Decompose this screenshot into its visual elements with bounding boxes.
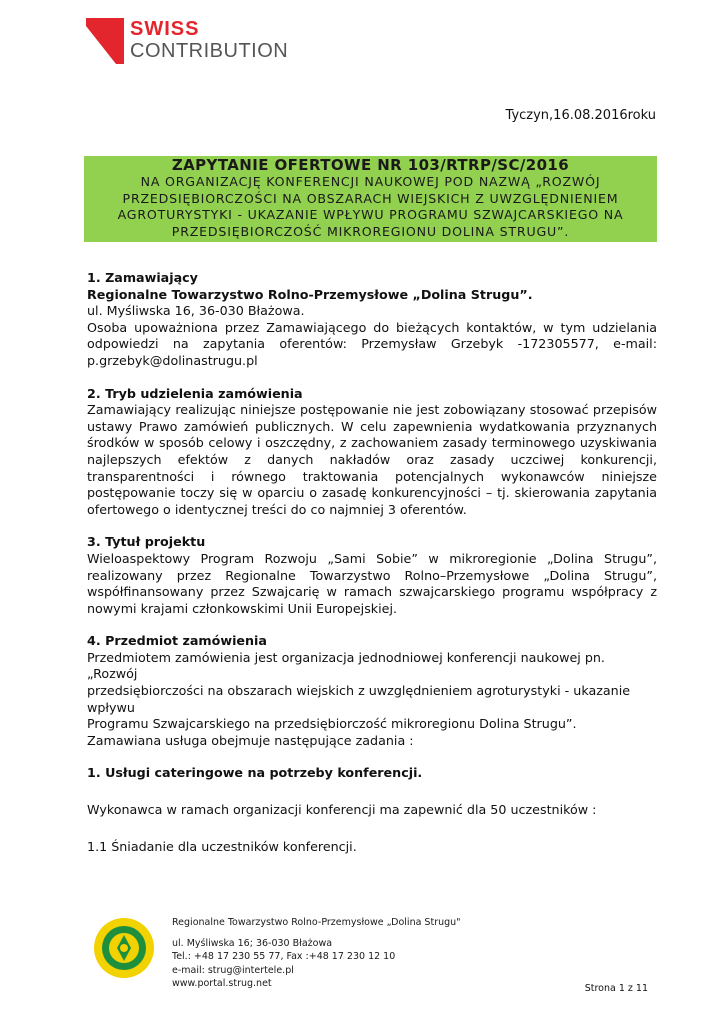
subtitle-line: AGROTURYSTYKI - UKAZANIE WPŁYWU PROGRAMU SZWAJCARSKIEGO NA: [117, 207, 624, 222]
footer-phone: Tel.: +48 17 230 55 77, Fax :+48 17 230 12 10: [172, 951, 396, 962]
section-heading-zamawiajacy: 1. Zamawiający: [87, 270, 198, 285]
document-date: Tyczyn,16.08.2016roku: [505, 108, 656, 123]
subtitle-line: PRZEDSIĘBIORCZOŚCI NA OBSZARACH WIEJSKICH Z UWZGLĘDNIENIEM: [122, 190, 619, 206]
page-number: Strona 1 z 11: [584, 983, 648, 994]
catering-heading: 1. Usługi cateringowe na potrzeby konferencji.: [87, 765, 423, 781]
footer-contact: [172, 916, 461, 991]
section-heading-tryb: 2. Tryb udzielenia zamówienia: [87, 385, 303, 401]
przedmiot-line: Programu Szwajcarskiego na przedsiębiorczość mikroregionu Dolina Strugu”.: [87, 716, 577, 732]
swiss-logo-mark-icon: [86, 18, 124, 64]
section-heading-tytul: 3. Tytuł projektu: [87, 534, 206, 550]
title-banner: [84, 156, 657, 242]
document-title: ZAPYTANIE OFERTOWE NR 103/RTRP/SC/2016: [171, 156, 570, 174]
logo-text-swiss: SWISS: [130, 18, 200, 40]
catering-intro: Wykonawca w ramach organizacji konferencji ma zapewnić dla 50 uczestników :: [87, 802, 597, 818]
przedmiot-line: przedsiębiorczości na obszarach wiejskich z uwzględnieniem agroturystyki - ukazanie wpływu: [87, 683, 631, 715]
footer-email: e-mail: strug@intertele.pl: [172, 964, 294, 976]
document-body: [87, 270, 657, 855]
catering-item: 1.1 Śniadanie dla uczestników konferencji.: [87, 838, 357, 854]
orderer-name: Regionalne Towarzystwo Rolno-Przemysłowe „Dolina Strugu”.: [87, 286, 533, 302]
tytul-paragraph: Wieloaspektowy Program Rozwoju „Sami Sobie” w mikroregionie „Dolina Strugu”, realizowany przez Regionalne Towarzystwo Rolno–Przemysłowe „Dolina Strugu”, współfinansowany przez Szwajcarię w ramach szwajcarskiego programu współpracy z nowymi krajami członkowskimi Unii Europejskiej.: [87, 550, 657, 616]
logo-text-contribution: CONTRIBUTION: [130, 40, 289, 62]
footer-web: www.portal.strug.net: [172, 978, 272, 989]
footer-org: Regionalne Towarzystwo Rolno-Przemysłowe „Dolina Strugu": [172, 917, 461, 928]
contact-paragraph: Osoba upoważniona przez Zamawiającego do bieżących kontaktów, w tym udzielania odpowiedzi na zapytania oferentów: Przemysław Grzebyk -172305577, e-mail: p.grzebyk@dolinastrugu.pl: [87, 319, 657, 368]
przedmiot-line: Przedmiotem zamówienia jest organizacja jednodniowej konferencji naukowej pn. „Rozwój: [87, 649, 605, 682]
dolina-strugu-logo-icon: [93, 917, 155, 979]
przedmiot-line: Zamawiana usługa obejmuje następujące zadania :: [87, 732, 414, 748]
section-heading-przedmiot: 4. Przedmiot zamówienia: [87, 633, 267, 649]
footer-address: ul. Myśliwska 16; 36-030 Błażowa: [172, 937, 333, 949]
orderer-address: ul. Myśliwska 16, 36-030 Błażowa.: [87, 303, 305, 319]
document-subtitle: [84, 174, 657, 240]
tryb-paragraph: Zamawiający realizując niniejsze postępowanie nie jest zobowiązany stosować przepisów ustawy Prawo zamówień publicznych. W celu zapewnienia wydatkowania przyznanych środków w sposób celowy i oszczędny, z zachowaniem zasady terminowego uzyskiwania najlepszych efektów z danych nakładów oraz zasady uczciwej konkurencji, transparentności i równego traktowania potencjalnych wykonawców niniejsze postępowanie toczy się w oparciu o zasadę konkurencyjności – tj. skierowania zapytania ofertowego o identycznej treści do co najmniej 3 oferentów.: [87, 402, 657, 517]
subtitle-line: PRZEDSIĘBIORCZOŚĆ MIKROREGIONU DOLINA STRUGU”.: [171, 223, 570, 239]
subtitle-line: NA ORGANIZACJĘ KONFERENCJI NAUKOWEJ POD NAZWĄ „ROZWÓJ: [140, 174, 601, 189]
